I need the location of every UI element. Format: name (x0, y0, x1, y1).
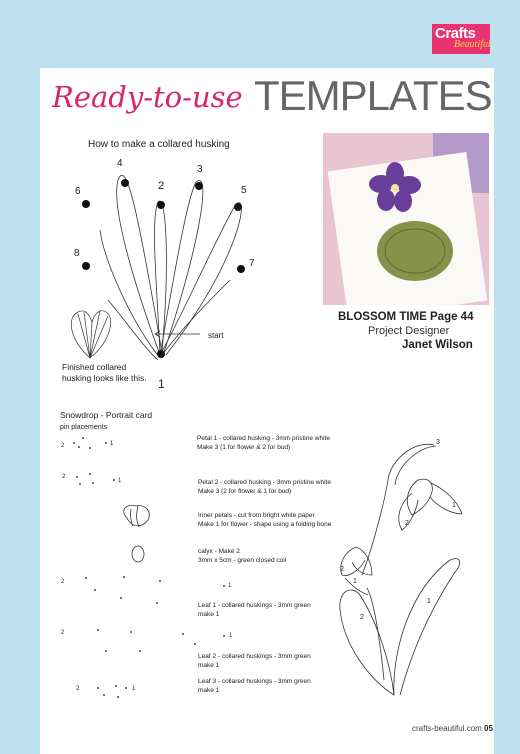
pin-dots (73, 437, 225, 698)
footer-site[interactable]: crafts-beautiful.com (412, 724, 482, 733)
pin-label: 2 (61, 579, 65, 585)
diagram-number: 5 (241, 185, 247, 196)
pin-label: 2 (76, 686, 80, 692)
snowdrop-label: 2 (405, 520, 409, 527)
snowdrop-label: 2 (360, 614, 364, 621)
instruction-calyx: calyx - Make 2 3mm x 5cm - green closed coil (198, 548, 287, 564)
diagram-number: 2 (158, 180, 165, 192)
footer-page: 05 (484, 724, 493, 733)
snowdrop-label: 3 (436, 439, 440, 446)
finished-caption: husking looks like this. (62, 373, 147, 383)
card-title: Snowdrop - Portrait card (60, 410, 153, 420)
diagram-number: 7 (249, 258, 255, 269)
project-designer: Janet Wilson (402, 339, 473, 351)
pin-label: 1 (228, 583, 232, 589)
instruction-inner-petals: Inner petals - cut from bright white paper Make 1 for flower - shape using a folding bone (198, 512, 332, 528)
pin-label: 1 (229, 633, 233, 639)
header-script: Ready-to-use (52, 80, 243, 114)
diagram-number: 1 (158, 377, 165, 391)
snowdrop-label: 1 (353, 578, 357, 585)
header-caps: TEMPLATES (254, 72, 492, 119)
diagram-title: How to make a collared husking (88, 139, 230, 150)
snowdrop-label: 1 (452, 502, 456, 509)
pin-label: 1 (110, 441, 114, 447)
finished-caption: Finished collared (62, 362, 127, 372)
start-label: start (208, 331, 224, 340)
pin-label: 2 (62, 474, 66, 480)
project-title: BLOSSOM TIME Page 44 (338, 311, 474, 323)
brand-line1: Crafts (435, 25, 476, 42)
snowdrop-label: 2 (340, 566, 344, 573)
diagram-number: 3 (197, 164, 203, 175)
diagram-number: 4 (117, 158, 123, 169)
instruction-leaf2: Leaf 2 - collared huskings - 3mm green make 1 (198, 653, 311, 669)
snowdrop-label: 1 (427, 598, 431, 605)
pin-label: 2 (61, 630, 65, 636)
pin-label: 2 (61, 443, 65, 449)
instruction-leaf1: Leaf 1 - collared huskings - 3mm green make 1 (198, 602, 311, 618)
diagram-number: 8 (74, 248, 80, 259)
card-subtitle: pin placements (60, 424, 108, 431)
footer (412, 724, 493, 733)
snowdrop-drawing (340, 444, 462, 695)
instruction-petal2: Petal 2 - collared husking - 3mm pristine white Make 3 (2 for flower & 1 for bud) (198, 479, 331, 495)
project-role: Project Designer (368, 325, 450, 337)
instruction-leaf3: Leaf 3 - collared huskings - 3mm green make 1 (198, 678, 311, 694)
instruction-petal1: Petal 1 - collared husking - 3mm pristine white Make 3 (1 for flower & 2 for bud) (197, 435, 330, 451)
diagram-number: 6 (75, 186, 81, 197)
brand-line2: Beautiful (454, 39, 491, 50)
pin-label: 1 (132, 686, 136, 692)
pin-label: 1 (118, 478, 122, 484)
calyx-shape (132, 546, 144, 562)
